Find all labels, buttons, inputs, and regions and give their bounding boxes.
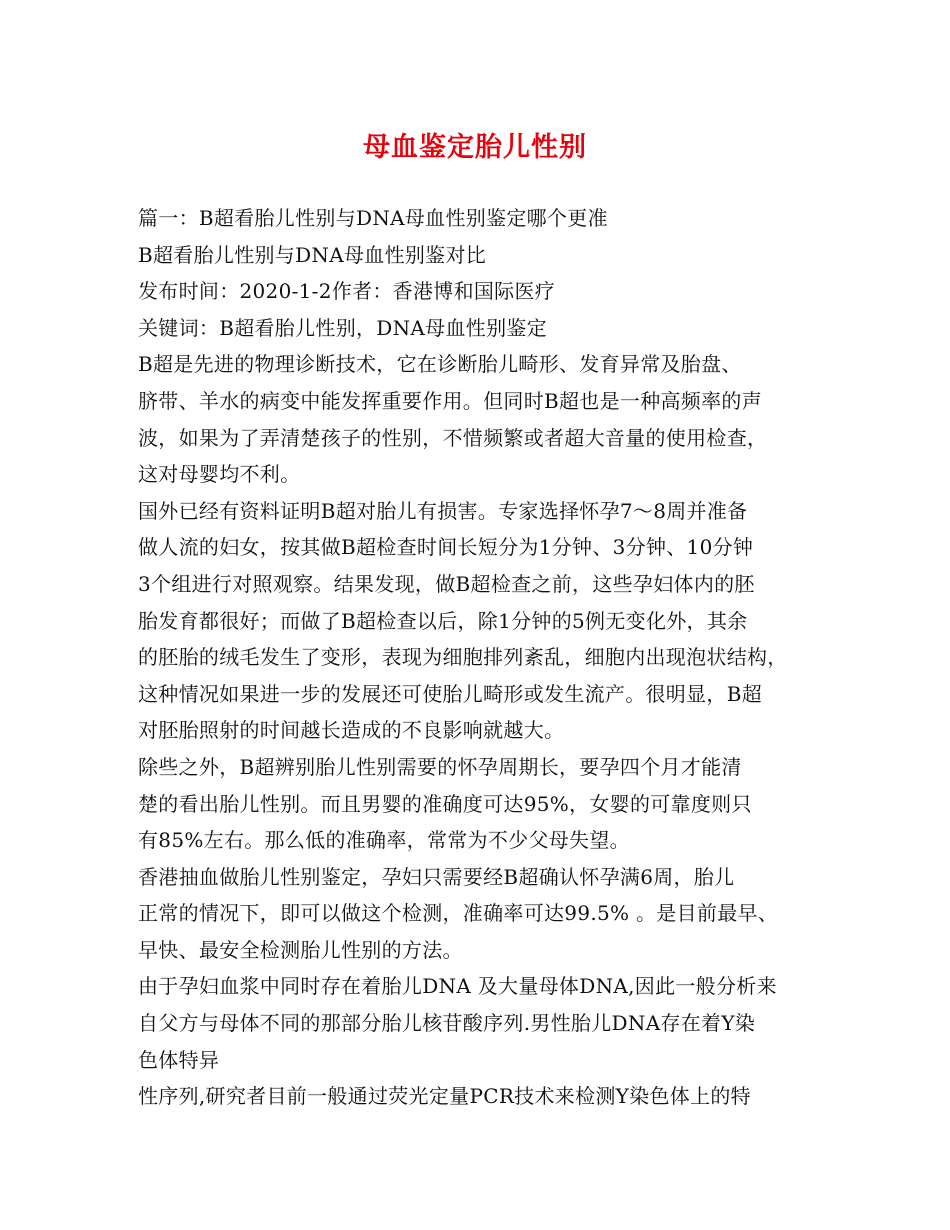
text-line: 有85%左右。那么低的准确率，常常为不少父母失望。 (138, 828, 630, 853)
text-line: 楚的看出胎儿性别。而且男婴的准确度可达95%，女婴的可靠度则只 (138, 791, 752, 816)
text-line: 做人流的妇女，按其做B超检查时间长短分为1分钟、3分钟、10分钟 (138, 535, 754, 560)
text-line: 的胚胎的绒毛发生了变形，表现为细胞排列紊乱，细胞内出现泡状结构， (138, 645, 788, 670)
document-title: 母血鉴定胎儿性别 (363, 132, 587, 163)
text-line: 色体特异 (138, 1047, 220, 1072)
text-line: 正常的情况下，即可以做这个检测，准确率可达99.5% 。是目前最早、 (138, 901, 779, 926)
text-line: 胎发育都很好；而做了B超检查以后，除1分钟的5例无变化外，其余 (138, 608, 748, 633)
text-line: 国外已经有资料证明B超对胎儿有损害。专家选择怀孕7～8周并准备 (138, 498, 748, 523)
document-body (138, 200, 820, 1115)
text-line: 这对母婴均不利。 (138, 462, 301, 487)
text-line: B超是先进的物理诊断技术，它在诊断胎儿畸形、发育异常及胎盘、 (138, 352, 742, 377)
text-line: 对胚胎照射的时间越长造成的不良影响就越大。 (138, 718, 565, 743)
text-line: 香港抽血做胎儿性别鉴定，孕妇只需要经B超确认怀孕满6周，胎儿 (138, 864, 735, 889)
text-line: 早快、最安全检测胎儿性别的方法。 (138, 937, 463, 962)
text-line: 自父方与母体不同的那部分胎儿核苷酸序列.男性胎儿DNA存在着Y染 (138, 1011, 756, 1036)
text-line: 3个组进行对照观察。结果发现，做B超检查之前，这些孕妇体内的胚 (138, 571, 755, 596)
text-line: 这种情况如果进一步的发展还可使胎儿畸形或发生流产。很明显，B超 (138, 681, 762, 706)
text-line: 关键词：B超看胎儿性别，DNA母血性别鉴定 (138, 315, 547, 340)
text-line: 性序列,研究者目前一般通过荧光定量PCR技术来检测Y染色体上的特 (138, 1084, 751, 1109)
text-line: 除些之外，B超辨别胎儿性别需要的怀孕周期长，要孕四个月才能清 (138, 754, 742, 779)
text-line: 波，如果为了弄清楚孩子的性别，不惜频繁或者超大音量的使用检查， (138, 425, 768, 450)
text-line: 篇一：B超看胎儿性别与DNA母血性别鉴定哪个更准 (138, 206, 608, 230)
text-line: B超看胎儿性别与DNA母血性别鉴对比 (138, 242, 487, 267)
text-line: 由于孕妇血浆中同时存在着胎儿DNA 及大量母体DNA,因此一般分析来 (138, 974, 777, 999)
text-line: 脐带、羊水的病变中能发挥重要作用。但同时B超也是一种高频率的声 (138, 388, 762, 413)
text-line: 发布时间：2020-1-2作者：香港博和国际医疗 (138, 279, 556, 304)
